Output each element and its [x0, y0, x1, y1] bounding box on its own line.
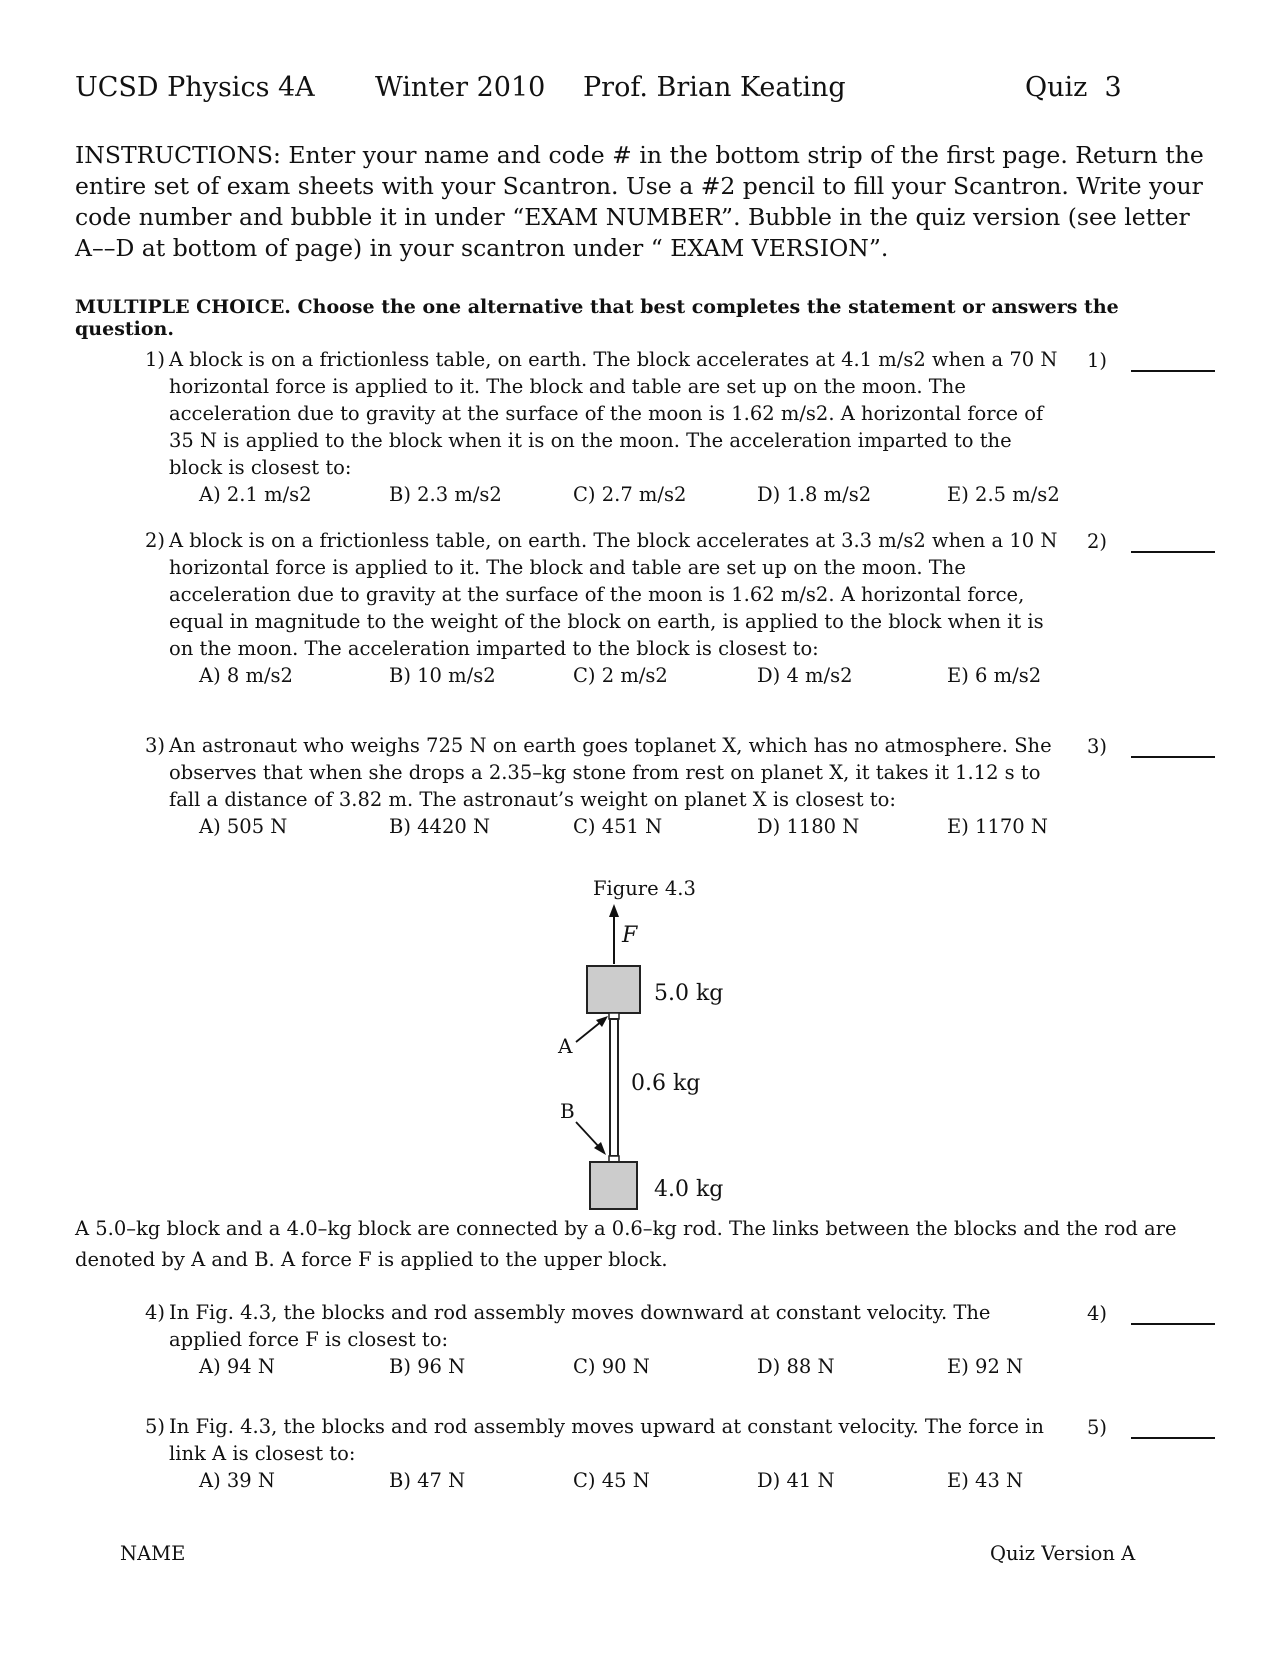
link-a-pointer — [576, 1021, 602, 1042]
choices — [199, 662, 1065, 690]
instructions: INSTRUCTIONS: Enter your name and code # in the bottom strip of the first page. Return the entire set of exam sheets with your Scantron. Use a #2 pencil to fill your Scantron. Write your code number and bubble it in under “EXAM NUMBER”. Bubble in the quiz version (see letter A––D at bottom of page) in your scantron under “ EXAM VERSION”. — [75, 141, 1204, 262]
choice-e[interactable]: E) 6 m/s2 — [947, 664, 1042, 687]
answer-blank-3[interactable] — [1087, 735, 1215, 758]
section-heading: MULTIPLE CHOICE. Choose the one alternative that best completes the statement or answers the question. — [75, 296, 1119, 340]
choice-c[interactable]: C) 2.7 m/s2 — [573, 483, 687, 506]
quiz-number: Quiz 3 — [1025, 72, 1122, 103]
question-text: In Fig. 4.3, the blocks and rod assembly moves downward at constant velocity. The applied force F is closest to: — [169, 1301, 991, 1351]
question-4 — [145, 1299, 1065, 1381]
answer-number: 5) — [1087, 1416, 1108, 1439]
name-label: NAME — [120, 1542, 186, 1565]
choice-e[interactable]: E) 2.5 m/s2 — [947, 483, 1060, 506]
answer-number: 2) — [1087, 530, 1108, 553]
question-text: An astronaut who weighs 725 N on earth goes toplanet X, which has no atmosphere. She observes that when she drops a 2.35–kg stone from rest on planet X, it takes it 1.12 s to fall a distance of 3.82 m. The astronaut’s weight on planet X is closest to: — [169, 734, 1052, 811]
choice-b[interactable]: B) 4420 N — [389, 815, 491, 838]
link-a-label: A — [558, 1034, 573, 1058]
answer-blank-2[interactable] — [1087, 530, 1215, 553]
answer-line[interactable] — [1131, 533, 1215, 553]
answer-number: 3) — [1087, 735, 1108, 758]
professor: Prof. Brian Keating — [583, 72, 846, 103]
question-3 — [145, 732, 1065, 841]
choice-b[interactable]: B) 10 m/s2 — [389, 664, 496, 687]
answer-line[interactable] — [1131, 738, 1215, 758]
term: Winter 2010 — [375, 72, 546, 103]
choice-b[interactable]: B) 2.3 m/s2 — [389, 483, 502, 506]
question-text: In Fig. 4.3, the blocks and rod assembly moves upward at constant velocity. The force in link A is closest to: — [169, 1415, 1044, 1465]
choice-b[interactable]: B) 96 N — [389, 1355, 466, 1378]
choice-a[interactable]: A) 39 N — [199, 1469, 275, 1492]
choice-d[interactable]: D) 41 N — [757, 1469, 835, 1492]
answer-number: 4) — [1087, 1302, 1108, 1325]
question-text: A block is on a frictionless table, on earth. The block accelerates at 4.1 m/s2 when a 70 N horizontal force is applied to it. The block and table are set up on the moon. The acceleration due to gravity at the surface of the moon is 1.62 m/s2. A horizontal force of 35 N is applied to the block when it is on the moon. The acceleration imparted to the block is closest to: — [169, 348, 1058, 479]
choice-e[interactable]: E) 43 N — [947, 1469, 1024, 1492]
choices — [199, 1467, 1065, 1495]
choice-a[interactable]: A) 8 m/s2 — [199, 664, 293, 687]
rod-mass-label: 0.6 kg — [631, 1071, 701, 1096]
question-number: 5) — [145, 1415, 166, 1438]
choice-c[interactable]: C) 451 N — [573, 815, 663, 838]
choices — [199, 813, 1065, 841]
answer-blank-4[interactable] — [1087, 1302, 1215, 1325]
lower-mass-label: 4.0 kg — [654, 1177, 724, 1202]
choices — [199, 481, 1065, 509]
choice-c[interactable]: C) 2 m/s2 — [573, 664, 668, 687]
question-number: 3) — [145, 734, 166, 757]
rod — [610, 1019, 618, 1156]
answer-line[interactable] — [1131, 1419, 1215, 1439]
question-5 — [145, 1413, 1065, 1495]
choice-a[interactable]: A) 505 N — [199, 815, 288, 838]
answer-blank-1[interactable] — [1087, 349, 1215, 372]
question-number: 1) — [145, 348, 166, 371]
question-number: 2) — [145, 529, 166, 552]
force-label: F — [622, 923, 638, 948]
choice-c[interactable]: C) 45 N — [573, 1469, 650, 1492]
answer-blank-5[interactable] — [1087, 1416, 1215, 1439]
answer-line[interactable] — [1131, 352, 1215, 372]
figure-caption: Figure 4.3 — [593, 877, 696, 900]
question-2 — [145, 527, 1065, 690]
course-title: UCSD Physics 4A — [75, 72, 315, 103]
lower-block — [590, 1162, 637, 1209]
force-arrowhead-icon — [609, 904, 619, 917]
question-number: 4) — [145, 1301, 166, 1324]
choice-b[interactable]: B) 47 N — [389, 1469, 466, 1492]
question-1 — [145, 346, 1065, 509]
quiz-version: Quiz Version A — [990, 1542, 1136, 1565]
upper-block — [587, 966, 640, 1013]
choice-d[interactable]: D) 1180 N — [757, 815, 860, 838]
figure-4-3 — [540, 900, 760, 1210]
choice-a[interactable]: A) 2.1 m/s2 — [199, 483, 312, 506]
question-text: A block is on a frictionless table, on earth. The block accelerates at 3.3 m/s2 when a 10 N horizontal force is applied to it. The block and table are set up on the moon. The acceleration due to gravity at the surface of the moon is 1.62 m/s2. A horizontal force, equal in magnitude to the weight of the block on earth, is applied to the block when it is on the moon. The acceleration imparted to the block is closest to: — [169, 529, 1058, 660]
choices — [199, 1353, 1065, 1381]
link-b-pointer — [576, 1122, 600, 1148]
figure-setup-text: A 5.0–kg block and a 4.0–kg block are connected by a 0.6–kg rod. The links between the blocks and the rod are denoted by A and B. A force F is applied to the upper block. — [75, 1217, 1177, 1271]
choice-a[interactable]: A) 94 N — [199, 1355, 275, 1378]
choice-d[interactable]: D) 88 N — [757, 1355, 835, 1378]
answer-number: 1) — [1087, 349, 1108, 372]
answer-line[interactable] — [1131, 1305, 1215, 1325]
choice-e[interactable]: E) 92 N — [947, 1355, 1024, 1378]
choice-d[interactable]: D) 4 m/s2 — [757, 664, 853, 687]
choice-e[interactable]: E) 1170 N — [947, 815, 1048, 838]
link-b-label: B — [560, 1099, 575, 1123]
choice-d[interactable]: D) 1.8 m/s2 — [757, 483, 872, 506]
upper-mass-label: 5.0 kg — [654, 981, 724, 1006]
choice-c[interactable]: C) 90 N — [573, 1355, 650, 1378]
